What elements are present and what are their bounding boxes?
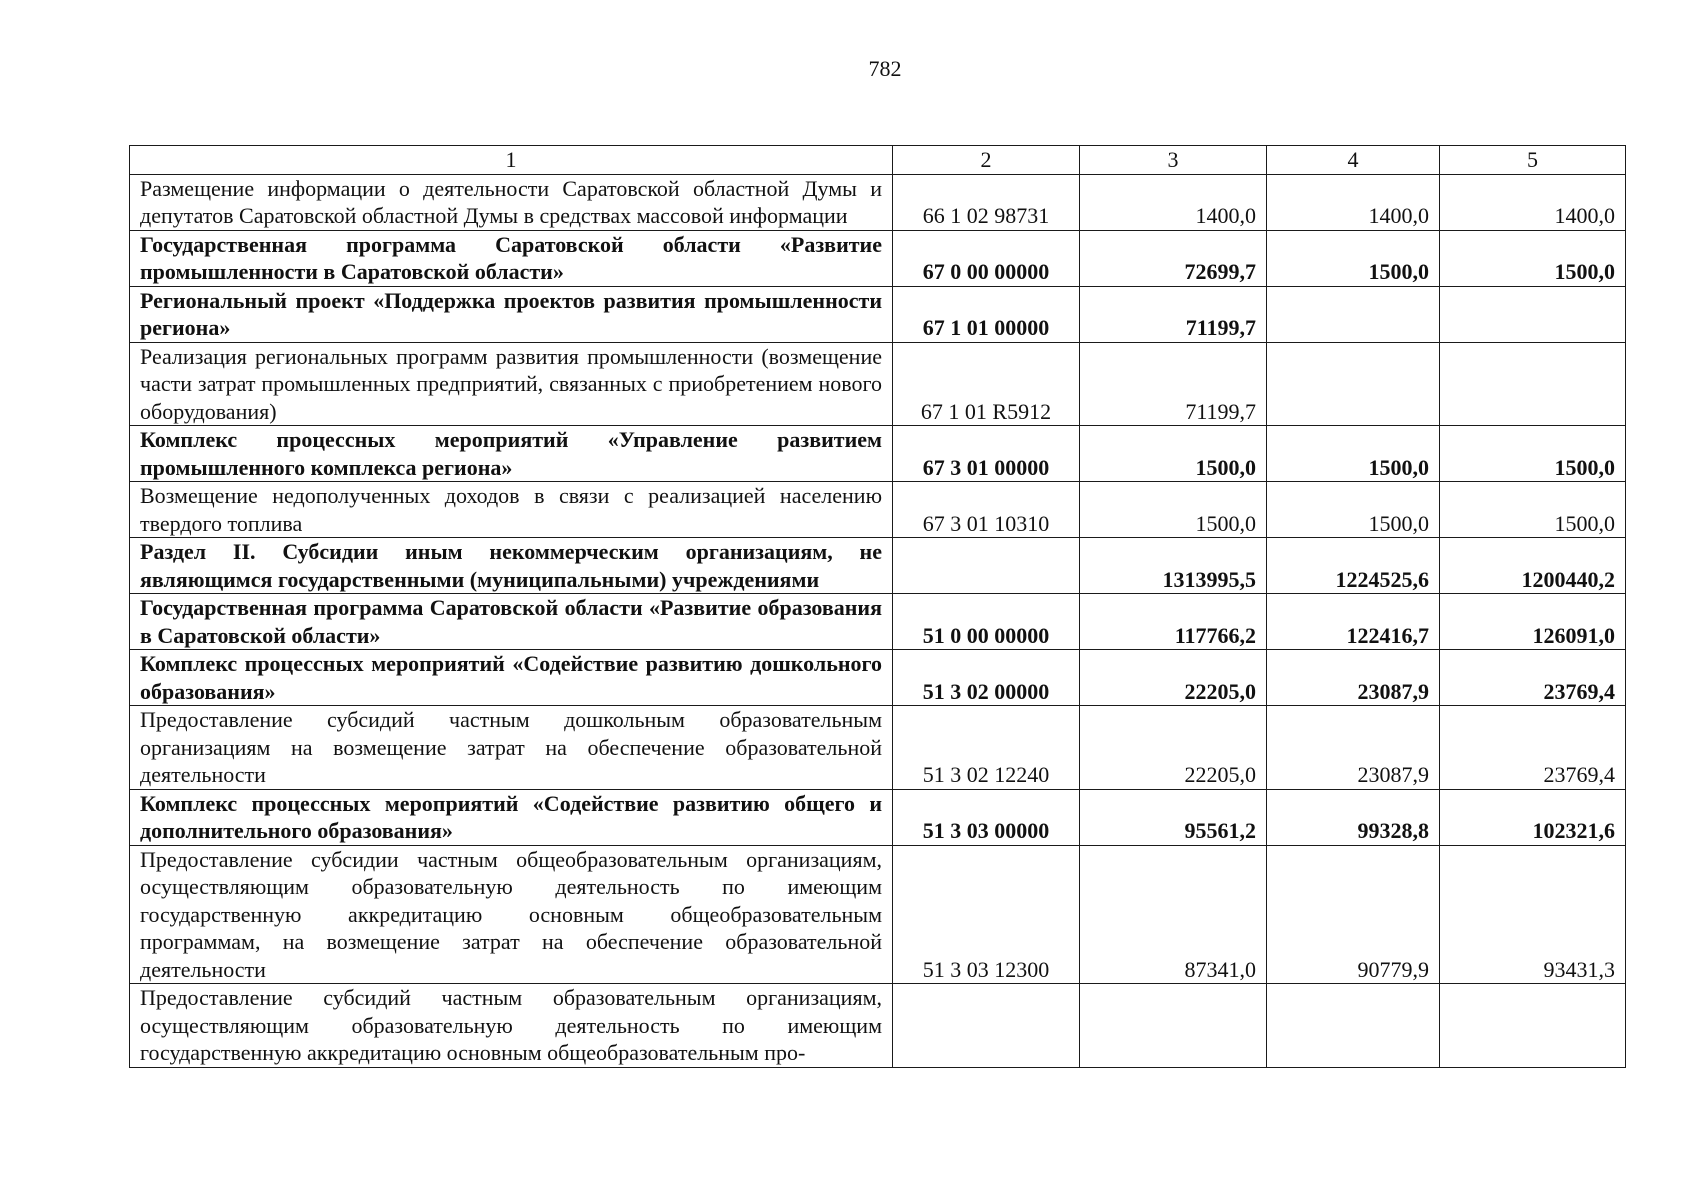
row-name: Реализация региональных программ развития промышленности (возмещение части затрат промышленных предприятий, связанных с приобретением нового оборудования) <box>130 342 893 426</box>
row-value-col5 <box>1440 984 1626 1068</box>
row-value-col5: 1500,0 <box>1440 426 1626 482</box>
row-value-col4: 99328,8 <box>1267 789 1440 845</box>
row-value-col3 <box>1080 984 1267 1068</box>
row-code: 51 0 00 00000 <box>893 594 1080 650</box>
table-row <box>130 482 1626 538</box>
column-header-3: 3 <box>1080 146 1267 175</box>
table-row <box>130 230 1626 286</box>
column-header-4: 4 <box>1267 146 1440 175</box>
row-value-col3: 72699,7 <box>1080 230 1267 286</box>
row-value-col3: 71199,7 <box>1080 286 1267 342</box>
row-value-col4: 1400,0 <box>1267 174 1440 230</box>
row-value-col4: 90779,9 <box>1267 845 1440 984</box>
row-name: Предоставление субсидии частным общеобразовательным организациям, осуществляющим образовательную деятельность по имеющим государственную аккредитацию основным общеобразовательным программам, на возмещение затрат на обеспечение образовательной деятельности <box>130 845 893 984</box>
row-code <box>893 538 1080 594</box>
row-value-col5: 1500,0 <box>1440 482 1626 538</box>
row-name: Государственная программа Саратовской области «Развитие промышленности в Саратовской области» <box>130 230 893 286</box>
row-value-col5: 126091,0 <box>1440 594 1626 650</box>
row-value-col5: 23769,4 <box>1440 706 1626 790</box>
column-header-2: 2 <box>893 146 1080 175</box>
row-code: 51 3 02 12240 <box>893 706 1080 790</box>
row-name: Государственная программа Саратовской области «Развитие образования в Саратовской области» <box>130 594 893 650</box>
row-value-col3: 1500,0 <box>1080 426 1267 482</box>
row-value-col3: 1500,0 <box>1080 482 1267 538</box>
table-row <box>130 538 1626 594</box>
table-row <box>130 650 1626 706</box>
table-row <box>130 342 1626 426</box>
table-row <box>130 845 1626 984</box>
table-row <box>130 984 1626 1068</box>
row-value-col3: 1313995,5 <box>1080 538 1267 594</box>
row-name: Комплекс процессных мероприятий «Содействие развитию общего и дополнительного образования» <box>130 789 893 845</box>
page-number: 782 <box>868 56 902 81</box>
row-value-col4 <box>1267 342 1440 426</box>
table-row <box>130 286 1626 342</box>
row-code: 67 1 01 00000 <box>893 286 1080 342</box>
row-name: Возмещение недополученных доходов в связи с реализацией населению твердого топлива <box>130 482 893 538</box>
table-row <box>130 706 1626 790</box>
row-code <box>893 984 1080 1068</box>
row-value-col5: 102321,6 <box>1440 789 1626 845</box>
row-code: 51 3 03 00000 <box>893 789 1080 845</box>
row-value-col3: 22205,0 <box>1080 650 1267 706</box>
row-name: Раздел II. Субсидии иным некоммерческим организациям, не являющимся государственными (муниципальными) учреждениями <box>130 538 893 594</box>
row-value-col5: 1500,0 <box>1440 230 1626 286</box>
budget-table <box>129 145 1626 1068</box>
row-value-col5 <box>1440 286 1626 342</box>
row-value-col4: 1500,0 <box>1267 230 1440 286</box>
row-value-col4: 1500,0 <box>1267 426 1440 482</box>
row-value-col3: 117766,2 <box>1080 594 1267 650</box>
row-name: Комплекс процессных мероприятий «Содействие развитию дошкольного образования» <box>130 650 893 706</box>
row-value-col5 <box>1440 342 1626 426</box>
row-code: 51 3 03 12300 <box>893 845 1080 984</box>
row-name: Размещение информации о деятельности Саратовской областной Думы и депутатов Саратовской областной Думы в средствах массовой информации <box>130 174 893 230</box>
row-code: 66 1 02 98731 <box>893 174 1080 230</box>
table-row <box>130 789 1626 845</box>
row-value-col3: 1400,0 <box>1080 174 1267 230</box>
row-code: 67 3 01 00000 <box>893 426 1080 482</box>
row-code: 67 0 00 00000 <box>893 230 1080 286</box>
table-body <box>130 174 1626 1067</box>
row-code: 67 3 01 10310 <box>893 482 1080 538</box>
row-value-col4: 1224525,6 <box>1267 538 1440 594</box>
row-value-col4 <box>1267 286 1440 342</box>
row-name: Предоставление субсидий частным образовательным организациям, осуществляющим образовательную деятельность по имеющим государственную аккредитацию основным общеобразовательным про- <box>130 984 893 1068</box>
row-value-col5: 93431,3 <box>1440 845 1626 984</box>
row-value-col5: 1200440,2 <box>1440 538 1626 594</box>
header-row <box>130 146 1626 175</box>
table-row <box>130 426 1626 482</box>
row-value-col3: 22205,0 <box>1080 706 1267 790</box>
column-header-1: 1 <box>130 146 893 175</box>
row-value-col3: 95561,2 <box>1080 789 1267 845</box>
row-name: Предоставление субсидий частным дошкольным образовательным организациям на возмещение затрат на обеспечение образовательной деятельности <box>130 706 893 790</box>
row-code: 67 1 01 R5912 <box>893 342 1080 426</box>
row-value-col3: 87341,0 <box>1080 845 1267 984</box>
row-value-col4 <box>1267 984 1440 1068</box>
row-name: Комплекс процессных мероприятий «Управление развитием промышленного комплекса региона» <box>130 426 893 482</box>
row-value-col4: 1500,0 <box>1267 482 1440 538</box>
row-value-col4: 23087,9 <box>1267 650 1440 706</box>
row-value-col4: 122416,7 <box>1267 594 1440 650</box>
row-value-col3: 71199,7 <box>1080 342 1267 426</box>
row-name: Региональный проект «Поддержка проектов развития промышленности региона» <box>130 286 893 342</box>
table-row <box>130 594 1626 650</box>
row-code: 51 3 02 00000 <box>893 650 1080 706</box>
row-value-col5: 23769,4 <box>1440 650 1626 706</box>
column-header-5: 5 <box>1440 146 1626 175</box>
table-row <box>130 174 1626 230</box>
row-value-col5: 1400,0 <box>1440 174 1626 230</box>
row-value-col4: 23087,9 <box>1267 706 1440 790</box>
